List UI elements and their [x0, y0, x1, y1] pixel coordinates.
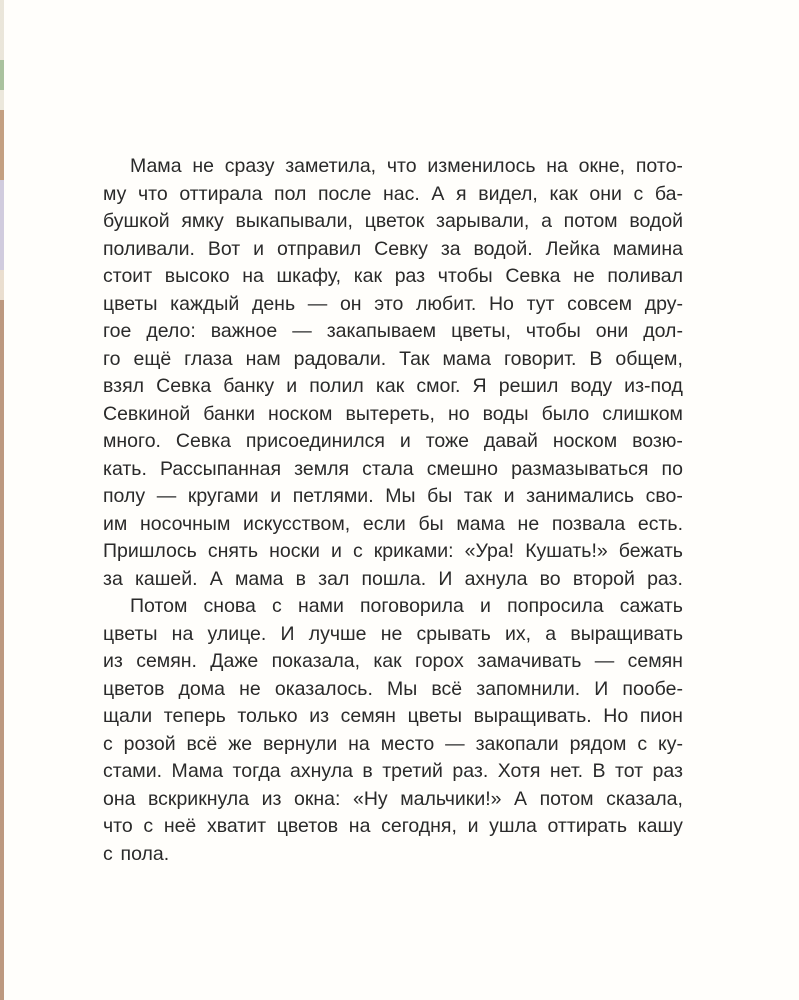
text-line: с пола. [103, 842, 170, 865]
text-line: Потом снова с нами поговорила и попросила сажать [130, 595, 683, 617]
text-line: щали теперь только из семян цветы выращивать. Но пион [103, 705, 683, 727]
text-line: цветов дома не оказалось. Мы всё запомнили. И пообе- [103, 677, 683, 700]
text-line: кать. Рассыпанная земля стала смешно размазываться по [103, 457, 683, 480]
text-line: она вскрикнула из окна: «Ну мальчики!» А потом сказала, [103, 787, 683, 810]
text-line: Мама не сразу заметила, что изменилось на окне, пото- [130, 155, 683, 177]
text-line: что с неё хватит цветов на сегодня, и ушла оттирать кашу [103, 815, 683, 837]
text-line: за кашей. А мама в зал пошла. И ахнула во второй раз. [103, 567, 683, 590]
text-line: поливали. Вот и отправил Севку за водой. Лейка мамина [103, 237, 683, 260]
text-line: бушкой ямку выкапывали, цветок зарывали, а потом водой [103, 210, 683, 232]
text-line: стами. Мама тогда ахнула в третий раз. Хотя нет. В тот раз [103, 760, 683, 782]
text-line: с розой всё же вернули на место — закопали рядом с ку- [103, 732, 683, 755]
text-line: му что оттирала пол после нас. А я видел, как они с ба- [103, 182, 683, 205]
text-line: полу — кругами и петлями. Мы бы так и занимались сво- [103, 485, 683, 507]
text-line: цветы каждый день — он это любит. Но тут совсем дру- [103, 292, 683, 315]
text-line: им носочным искусством, если бы мама не позвала есть. [103, 512, 683, 535]
text-line: много. Севка присоединился и тоже давай носком возю- [103, 430, 683, 452]
text-line: Севкиной банки носком вытереть, но воды было слишком [103, 402, 683, 425]
text-line: стоит высоко на шкафу, как раз чтобы Севка не поливал [103, 265, 683, 287]
text-line: Пришлось снять носки и с криками: «Ура! Кушать!» бежать [103, 540, 683, 562]
left-edge-illustration-strip [0, 0, 4, 1000]
text-line: гое дело: важное — закапываем цветы, чтобы они дол- [103, 320, 683, 342]
book-page-text [103, 153, 683, 868]
text-line: взял Севка банку и полил как смог. Я решил воду из-под [103, 375, 683, 397]
text-line: из семян. Даже показала, как горох замачивать — семян [103, 650, 683, 672]
text-line: го ещё глаза нам радовали. Так мама говорит. В общем, [103, 347, 683, 370]
text-line: цветы на улице. И лучше не срывать их, а выращивать [103, 622, 683, 645]
